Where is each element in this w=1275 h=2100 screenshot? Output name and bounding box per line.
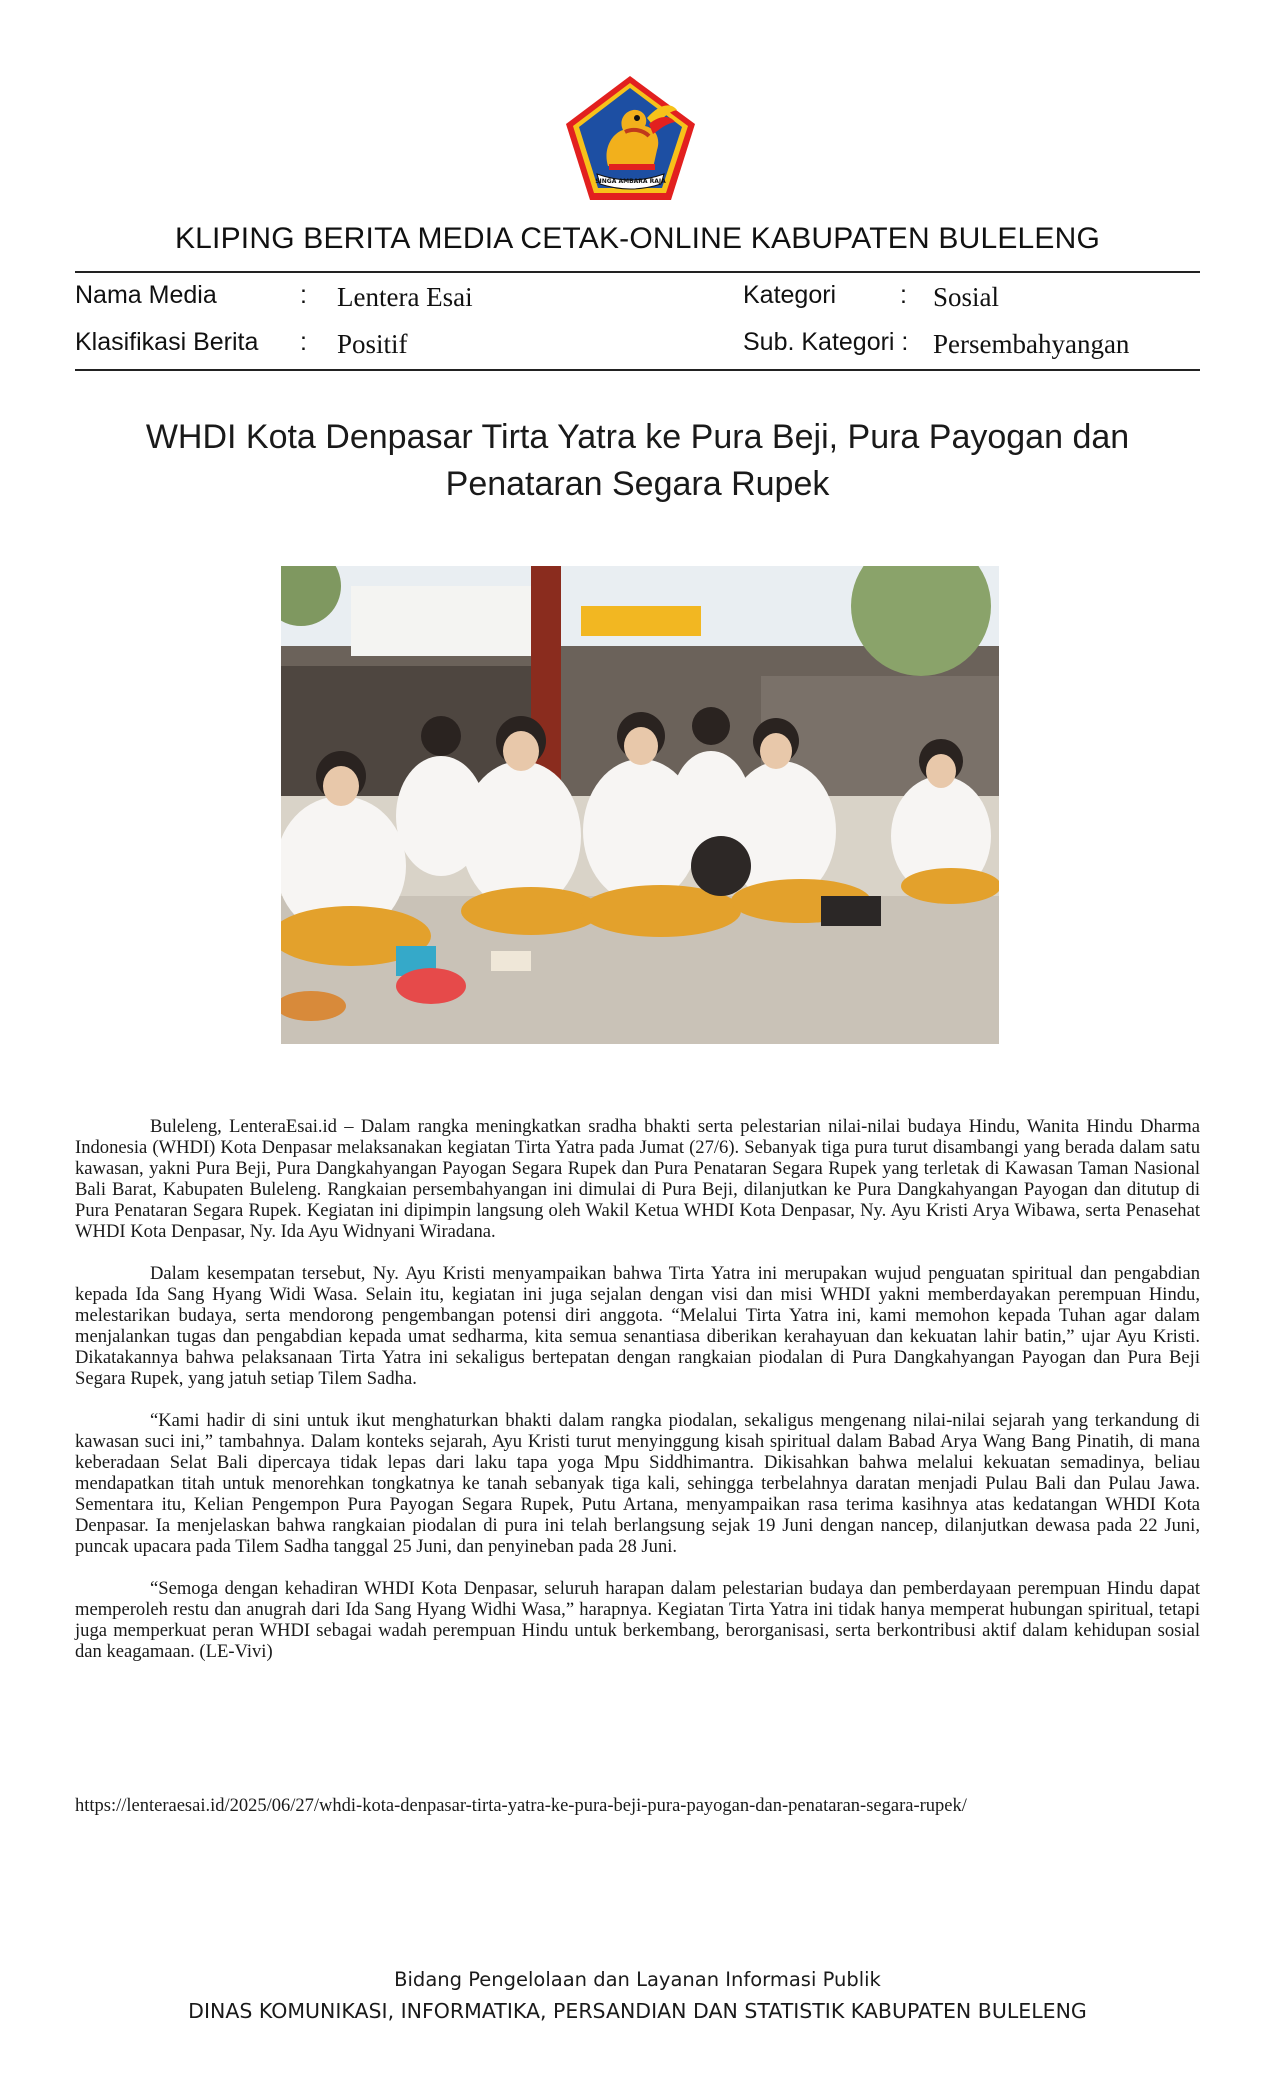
article-paragraph-4: “Semoga dengan kehadiran WHDI Kota Denpasar, seluruh harapan dalam pelestarian budaya dan pemberdayaan perempuan Hindu dapat memperoleh restu dan anugrah dari Ida Sang Hyang Widhi Wasa,” harapnya. Kegiatan Tirta Yatra ini tidak hanya memperat hubungan spiritual, tetapi juga memperkuat peran WHDI sebagai wadah perempuan Hindu untuk berkembang, berorganisasi, serta berkontribusi aktif dalam kehidupan sosial dan keagamaan. (LE-Vivi) [75,1578,1200,1662]
buleleng-emblem-logo [563,74,698,202]
category-separator: : [900,281,907,309]
header-rule-top [75,271,1200,273]
category-label: Kategori [743,281,837,309]
article-photo [281,566,999,1044]
article-body [75,1116,1200,1683]
classification-separator: : [300,328,307,356]
source-url-link[interactable]: https://lenteraesai.id/2025/06/27/whdi-kota-denpasar-tirta-yatra-ke-pura-beji-pura-payogan-dan-penataran-segara-rupek/ [75,1796,967,1816]
page-title: KLIPING BERITA MEDIA CETAK-ONLINE KABUPATEN BULELENG [174,222,1101,255]
headline-line-2: Penataran Segara Rupek [445,465,830,503]
media-name-separator: : [300,281,307,309]
headline-line-1: WHDI Kota Denpasar Tirta Yatra ke Pura Beji, Pura Payogan dan [145,418,1130,456]
article-paragraph-1: Buleleng, LenteraEsai.id – Dalam rangka meningkatkan sradha bhakti serta pelestarian nilai-nilai budaya Hindu, Wanita Hindu Dharma Indonesia (WHDI) Kota Denpasar melaksanakan kegiatan Tirta Yatra pada Jumat (27/6). Sebanyak tiga pura turut disambangi yang berada dalam satu kawasan, yakni Pura Beji, Pura Dangkahyangan Payogan Segara Rupek dan Pura Penataran Segara Rupek yang terletak di Kawasan Taman Nasional Bali Barat, Kabupaten Buleleng. Rangkaian persembahyangan ini dimulai di Pura Beji, dilanjutkan ke Pura Dangkahyangan Payogan dan ditutup di Pura Penataran Segara Rupek. Kegiatan ini dipimpin langsung oleh Wakil Ketua WHDI Kota Denpasar, Ny. Ayu Kristi Arya Wibawa, serta Penasehat WHDI Kota Denpasar, Ny. Ida Ayu Widnyani Wiradana. [75,1116,1200,1242]
article-paragraph-2: Dalam kesempatan tersebut, Ny. Ayu Kristi menyampaikan bahwa Tirta Yatra ini merupakan wujud penguatan spiritual dan pengabdian kepada Ida Sang Hyang Widi Wasa. Selain itu, kegiatan ini juga sejalan dengan visi dan misi WHDI yakni memberdayakan perempuan Hindu, melestarikan budaya, serta mendorong pengembangan potensi diri anggota. “Melalui Tirta Yatra ini, kami memohon kepada Tuhan agar dalam menjalankan tugas dan pengabdian kepada umat sedharma, kita semua senantiasa diberikan kerahayuan dan kekuatan lahir batin,” ujar Ayu Kristi. Dikatakannya bahwa pelaksanaan Tirta Yatra ini sekaligus bertepatan dengan rangkaian piodalan di Pura Dangkahyangan Payogan dan Pura Beji Segara Rupek, yang jatuh setiap Tilem Sadha. [75,1263,1200,1389]
article-headline [100,414,1175,508]
article-paragraph-3: “Kami hadir di sini untuk ikut menghaturkan bhakti dalam rangka piodalan, sekaligus mengenang nilai-nilai sejarah yang terkandung di kawasan suci ini,” tambahnya. Dalam konteks sejarah, Ayu Kristi turut menyinggung kisah spiritual dalam Babad Arya Wang Bang Pinatih, di mana keberadaan Selat Bali dipercaya tidak lepas dari laku tapa yoga Mpu Siddhimantra. Dikisahkan bahwa melalui kekuatan semadinya, beliau mendapatkan titah untuk menorehkan tongkatnya ke tanah sebanyak tiga kali, sehingga terbelahnya daratan menjadi Pulau Bali dan Pulau Jawa. Sementara itu, Kelian Pengempon Pura Payogan Segara Rupek, Putu Artana, menyampaikan rasa terima kasihnya atas kedatangan WHDI Kota Denpasar. Ia menjelaskan bahwa rangkaian piodalan di pura ini telah berlangsung sejak 19 Juni dengan nancep, dilanjutkan dewasa pada 22 Juni, puncak upacara pada Tilem Sadha tanggal 25 Juni, dan penyineban pada 28 Juni. [75,1410,1200,1557]
footer-department: Bidang Pengelolaan dan Layanan Informasi Publik [394,1968,881,1991]
subcategory-label: Sub. Kategori : [743,328,909,356]
category-value: Sosial [933,282,1000,312]
header-rule-bottom [75,369,1200,371]
footer-office: DINAS KOMUNIKASI, INFORMATIKA, PERSANDIAN DAN STATISTIK KABUPATEN BULELENG [188,1999,1087,2023]
logo-motto-text: SINGA AMBARA RAJA [595,178,666,185]
classification-value: Positif [337,329,408,359]
media-name-label: Nama Media [75,281,217,309]
media-name-value: Lentera Esai [337,282,473,312]
subcategory-value: Persembahyangan [933,329,1130,359]
classification-label: Klasifikasi Berita [75,328,259,356]
